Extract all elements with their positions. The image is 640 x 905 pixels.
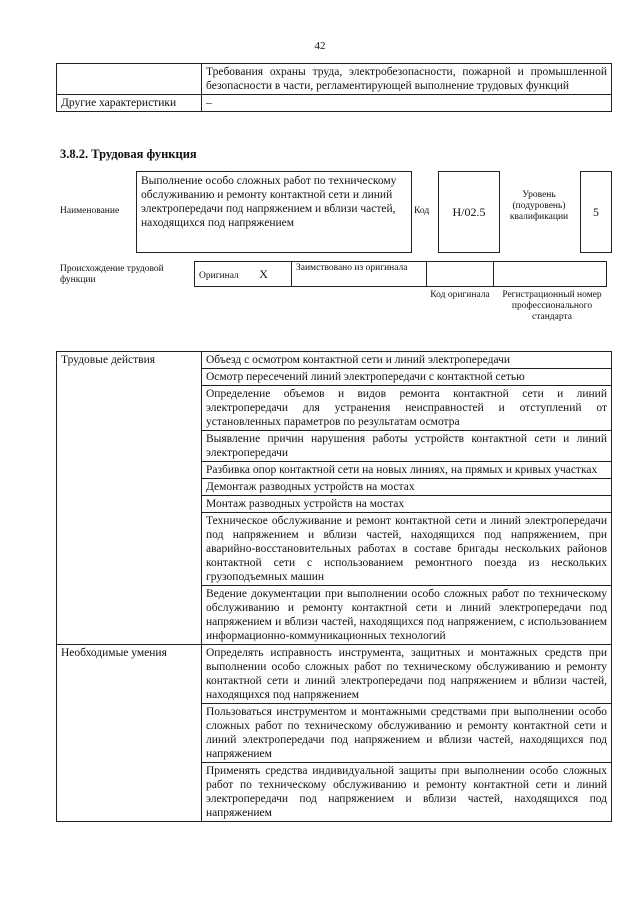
other-characteristics-label: Другие характеристики [57,95,202,112]
original-label: Оригинал [199,270,239,281]
level-box [580,171,612,253]
function-name-box [136,171,412,253]
action-item: Осмотр пересечений линий электропередачи с контактной сетью [202,369,612,386]
empty-cell [57,64,202,95]
requirements-table [56,63,612,112]
action-item: Монтаж разводных устройств на мостах [202,496,612,513]
action-item: Демонтаж разводных устройств на мостах [202,479,612,496]
section-title: 3.8.2. Трудовая функция [60,147,197,161]
action-item: Объезд с осмотром контактной сети и линий электропередачи [202,352,612,369]
skill-item: Применять средства индивидуальной защиты при выполнении особо сложных работ по техническому обслуживанию и ремонту контактной сети и линий электропередачи под напряжением и вблизи частей, находящихся под напряжением [202,763,612,822]
code-value: H/02.5 [452,204,486,219]
reg-number-cell [494,262,607,287]
borrowed-cell: Заимствовано из оригинала [292,262,427,287]
code-label: Код [414,206,430,216]
function-name: Выполнение особо сложных работ по техническому обслуживанию и ремонту контактной сети и линий электропередачи под напряжением и вблизи частей, находящихся под напряжением [141,175,397,229]
action-item: Техническое обслуживание и ремонт контактной сети и линий электропередачи под напряжением и вблизи частей, находящихся под напряжением, при аварийно-восстановительных работах в составе бригады нескольких районов контактной сети с использованием ремонтного поезда из нескольких грузоподъемных машин [202,513,612,586]
action-item: Ведение документации при выполнении особо сложных работ по техническому обслуживанию и ремонту контактной сети и линий электропередачи под напряжением и вблизи частей, находящихся под напряжением, с использованием информационно-коммуникационных технологий [202,586,612,645]
level-value: 5 [593,204,599,219]
origin-code-cell [427,262,494,287]
labor-table [56,351,612,822]
action-item: Разбивка опор контактной сети на новых линиях, на прямых и кривых участках [202,462,612,479]
origin-label: Происхождение трудовой функции [60,264,164,285]
level-label: Уровень (подуровень) квалификации [509,190,569,222]
page-number: 42 [314,40,326,52]
code-box [438,171,500,253]
requirements-text: Требования охраны труда, электробезопасности, пожарной и промышленной безопасности в части, регламентирующей выполнение трудовых функций [202,64,612,95]
origin-table [194,261,607,287]
reg-caption: Регистрационный номер профессионального стандарта [502,290,602,322]
skills-label: Необходимые умения [57,645,202,822]
code-caption: Код оригинала [430,290,490,300]
action-item: Определение объемов и видов ремонта контактной сети и линий электропередачи для устранения неисправностей и отступлений от установленных параметров по результатам осмотра [202,386,612,431]
action-item: Выявление причин нарушения работы устройств контактной сети и линий электропередачи [202,431,612,462]
original-cell [195,262,292,287]
skill-item: Пользоваться инструментом и монтажными средствами при выполнении особо сложных работ по техническому обслуживанию и ремонту контактной сети и линий электропередачи под напряжением и вблизи частей, находящихся под напряжением [202,704,612,763]
original-mark: X [259,266,268,281]
name-label: Наименование [60,206,120,216]
skill-item: Определять исправность инструмента, защитных и монтажных средств при выполнении особо сложных работ по техническому обслуживанию и ремонту контактной сети и линий электропередачи под напряжением и вблизи частей, находящихся под напряжением [202,645,612,704]
actions-label: Трудовые действия [57,352,202,645]
other-characteristics-value: – [202,95,612,112]
